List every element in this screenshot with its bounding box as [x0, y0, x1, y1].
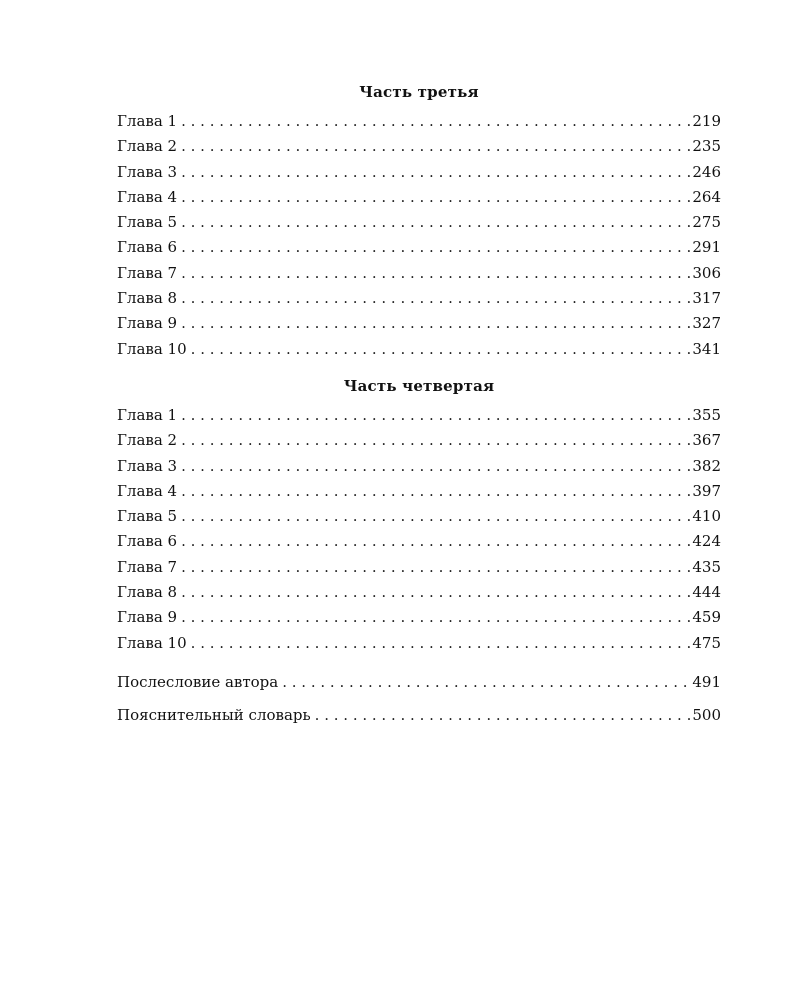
toc-entry-page: 367: [692, 431, 721, 450]
toc-entry-page: 459: [692, 608, 721, 627]
toc-entry-label: Глава 4: [117, 187, 178, 206]
toc-section-part-3: [117, 109, 721, 362]
dot-leader: [181, 261, 690, 286]
toc-entry-afterword[interactable]: [117, 666, 721, 699]
dot-leader: [181, 428, 690, 453]
toc-entry[interactable]: [117, 504, 721, 529]
dot-leader: [282, 666, 690, 699]
toc-entry-label: Послесловие автора: [117, 672, 279, 691]
toc-entry-label: Глава 9: [117, 608, 178, 627]
dot-leader: [181, 109, 690, 134]
toc-entry-page: 219: [692, 112, 721, 130]
toc-entry-label: Глава 7: [117, 557, 178, 576]
dot-leader: [315, 699, 691, 732]
toc-entry[interactable]: [117, 428, 721, 453]
toc-entry-label: Глава 5: [117, 507, 178, 526]
toc-entry-page: 275: [692, 213, 721, 232]
toc-entry[interactable]: [117, 134, 721, 159]
toc-entry-glossary[interactable]: [117, 699, 721, 732]
toc-entry-page: 317: [692, 289, 721, 308]
toc-entry-label: Глава 4: [117, 481, 178, 500]
toc-entry-label: Пояснительный словарь: [117, 705, 311, 724]
toc-entry[interactable]: [117, 210, 721, 235]
toc-entry-page: 355: [692, 405, 721, 424]
toc-entry-label: Глава 10: [117, 633, 187, 652]
toc-entry-label: Глава 1: [117, 405, 178, 424]
part-title: Часть четвертая: [343, 376, 495, 395]
dot-leader: [181, 605, 690, 630]
dot-leader: [181, 235, 690, 260]
toc-entry-label: Глава 5: [117, 213, 178, 232]
dot-leader: [181, 134, 690, 159]
toc-entry-page: 246: [692, 162, 721, 181]
toc-entry[interactable]: [117, 580, 721, 605]
dot-leader: [181, 185, 690, 210]
toc-entry[interactable]: [117, 337, 721, 362]
toc-entry-page: 424: [692, 532, 721, 551]
toc-entry[interactable]: [117, 235, 721, 260]
toc-entry-label: Глава 6: [117, 532, 178, 551]
toc-entry-label: Глава 9: [117, 314, 178, 333]
toc-entry[interactable]: [117, 529, 721, 554]
toc-entry-page: 397: [692, 481, 721, 500]
toc-entry[interactable]: [117, 286, 721, 311]
toc-entry-label: Глава 2: [117, 431, 178, 450]
toc-entry-page: 475: [692, 633, 721, 652]
dot-leader: [191, 631, 691, 656]
dot-leader: [181, 160, 690, 185]
toc-entry[interactable]: [117, 605, 721, 630]
toc-entry[interactable]: [117, 185, 721, 210]
dot-leader: [191, 337, 691, 362]
toc-entry-page: 235: [692, 137, 721, 156]
toc-entry[interactable]: [117, 403, 721, 428]
dot-leader: [181, 580, 690, 605]
toc-entry-label: Глава 6: [117, 238, 178, 257]
toc-entry[interactable]: [117, 311, 721, 336]
dot-leader: [181, 286, 690, 311]
part-title: Часть третья: [359, 83, 479, 101]
toc-entry[interactable]: [117, 109, 721, 134]
toc-entry[interactable]: [117, 555, 721, 580]
toc-entry-label: Глава 8: [117, 289, 178, 308]
toc-entry-label: Глава 1: [117, 112, 178, 130]
toc-entry[interactable]: [117, 261, 721, 286]
toc-entry-page: 491: [692, 672, 721, 691]
toc-entry-label: Глава 7: [117, 263, 178, 282]
toc-entry-label: Глава 3: [117, 162, 178, 181]
toc-entry-label: Глава 3: [117, 456, 178, 475]
toc-entry-label: Глава 2: [117, 137, 178, 156]
toc-section-extras: [117, 666, 721, 732]
toc-entry[interactable]: [117, 479, 721, 504]
toc-entry-label: Глава 10: [117, 339, 187, 358]
dot-leader: [181, 529, 690, 554]
dot-leader: [181, 555, 690, 580]
toc-entry-page: 341: [692, 339, 721, 358]
toc-entry-page: 327: [692, 314, 721, 333]
toc-entry-page: 306: [692, 263, 721, 282]
toc-entry-label: Глава 8: [117, 583, 178, 602]
toc-entry[interactable]: [117, 454, 721, 479]
toc-entry-page: 500: [692, 705, 721, 724]
toc-entry-page: 410: [692, 507, 721, 526]
dot-leader: [181, 479, 690, 504]
toc-entry-page: 444: [692, 583, 721, 602]
toc-entry[interactable]: [117, 160, 721, 185]
toc-entry-page: 435: [692, 557, 721, 576]
toc-section-part-4: [117, 403, 721, 656]
toc-entry-page: 264: [692, 187, 721, 206]
table-of-contents: [117, 80, 721, 732]
dot-leader: [181, 454, 690, 479]
dot-leader: [181, 210, 690, 235]
dot-leader: [181, 504, 690, 529]
dot-leader: [181, 403, 690, 428]
toc-entry-page: 382: [692, 456, 721, 475]
toc-entry-page: 291: [692, 238, 721, 257]
dot-leader: [181, 311, 690, 336]
toc-entry[interactable]: [117, 631, 721, 656]
